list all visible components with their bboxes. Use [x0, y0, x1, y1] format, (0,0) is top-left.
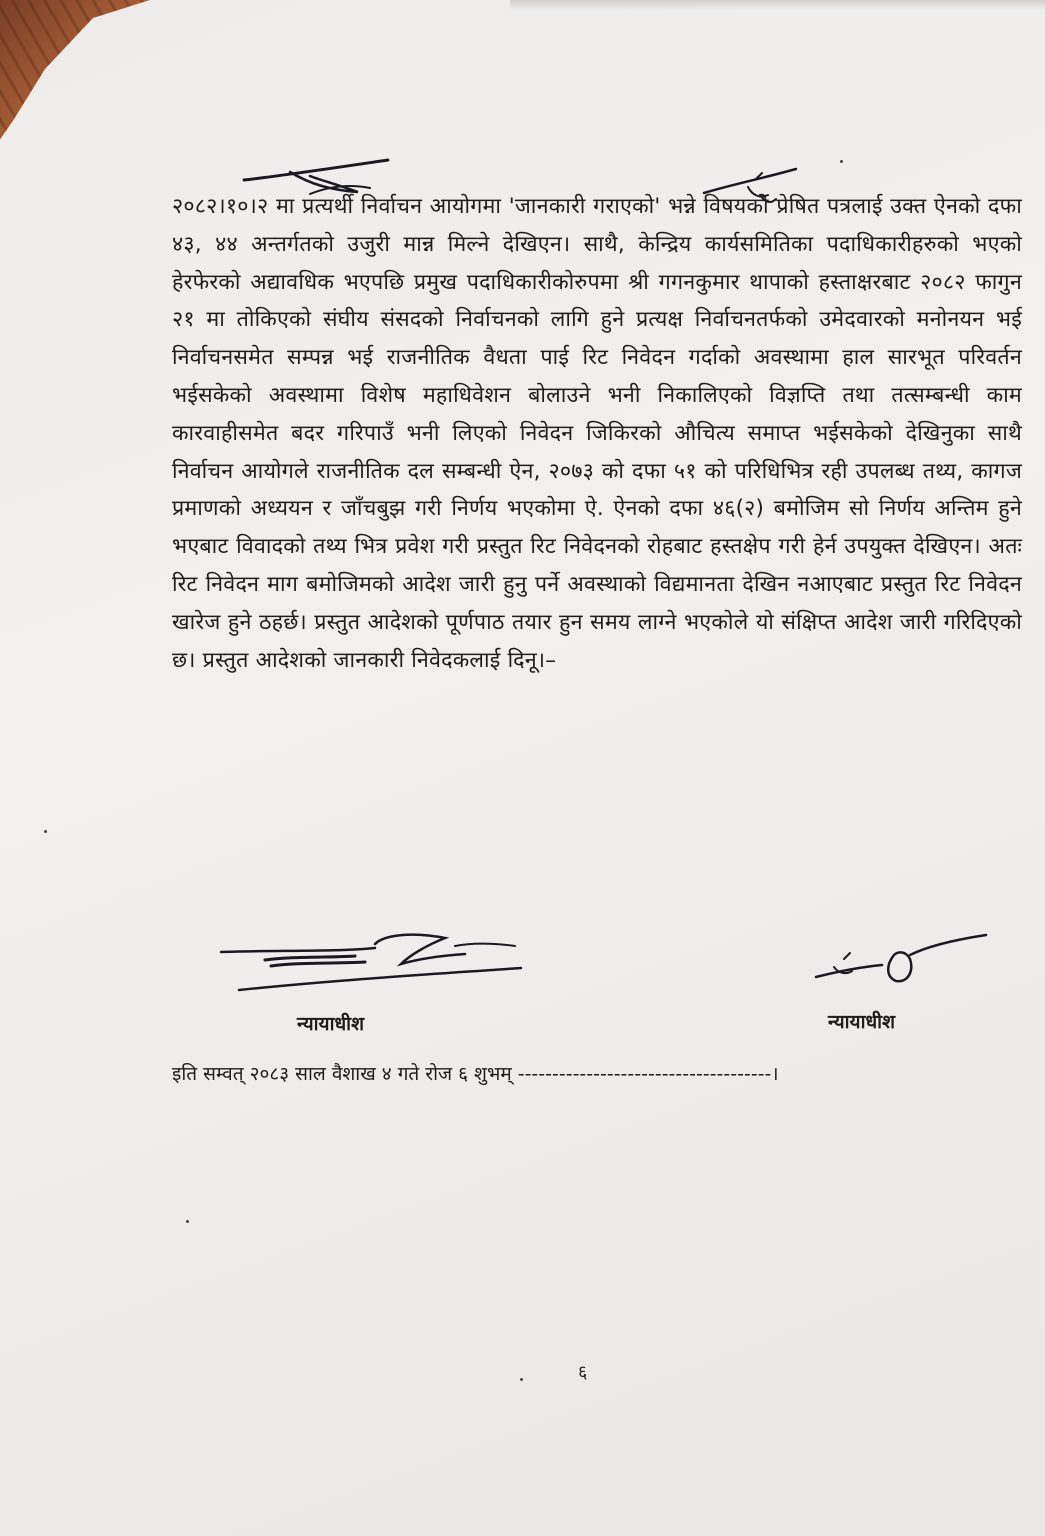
judge-right-label: न्यायाधीश: [828, 1011, 896, 1033]
page-number: ६: [578, 1362, 588, 1383]
scan-speck: [840, 160, 843, 163]
closing-date-line: इति सम्वत् २०८३ साल वैशाख ४ गते रोज ६ शुभम् -------------------------------------।: [172, 1063, 779, 1085]
order-body-text: २०८२।१०।२ मा प्रत्यर्थी निर्वाचन आयोगमा 'जानकारी गराएको' भन्ने विषयको प्रेषित पत्रलाई उक्त ऐनको दफा ४३, ४४ अन्तर्गतको उजुरी मान्न मिल्ने देखिएन। साथै, केन्द्रिय कार्यसमितिका पदाधिकारीहरुको भएको हेरफेरको अद्यावधिक भएपछि प्रमुख पदाधिकारीकोरुपमा श्री गगनकुमार थापाको हस्ताक्षरबाट २०८२ फागुन २१ मा तोकिएको संघीय संसदको निर्वाचनको लागि हुने प्रत्यक्ष निर्वाचनतर्फको उमेदवारको मनोनयन भई निर्वाचनसमेत सम्पन्न भई राजनीतिक वैधता पाई रिट निवेदन गर्दाको अवस्थामा हाल सारभूत परिवर्तन भईसकेको अवस्थामा विशेष महाधिवेशन बोलाउने भनी निकालिएको विज्ञप्ति तथा तत्सम्बन्धी काम कारवाहीसमेत बदर गरिपाउँ भनी लिएको निवेदन जिकिरको औचित्य समाप्त भईसकेको देखिनुका साथै निर्वाचन आयोगले राजनीतिक दल सम्बन्धी ऐन, २०७३ को दफा ५१ को परिधिभित्र रही उपलब्ध तथ्य, कागज प्रमाणको अध्ययन र जाँचबुझ गरी निर्णय भएकोमा ऐ. ऐनको दफा ४६(२) बमोजिम सो निर्णय अन्तिम हुने भएबाट विवादको तथ्य भित्र प्रवेश गरी प्रस्तुत रिट निवेदनको रोहबाट हस्तक्षेप गरी हेर्न उपयुक्त देखिएन। अतः रिट निवेदन माग बमोजिमको आदेश जारी हुनु पर्ने अवस्थाको विद्यमानता देखिन नआएबाट प्रस्तुत रिट निवेदन खारेज हुने ठहर्छ। प्रस्तुत आदेशको पूर्णपाठ तयार हुन समय लाग्ने भएकोले यो संक्षिप्त आदेश जारी गरिदिएको छ। प्रस्तुत आदेशको जानकारी निवेदकलाई दिनू।–: [172, 194, 1022, 673]
judge-left-signature: [215, 930, 535, 1000]
scan-speck: [520, 1378, 523, 1381]
scan-speck: [186, 1220, 189, 1223]
scan-speck: [44, 830, 47, 833]
judge-right-signature: [810, 925, 1000, 995]
judge-left-label: न्यायाधीश: [297, 1013, 365, 1035]
